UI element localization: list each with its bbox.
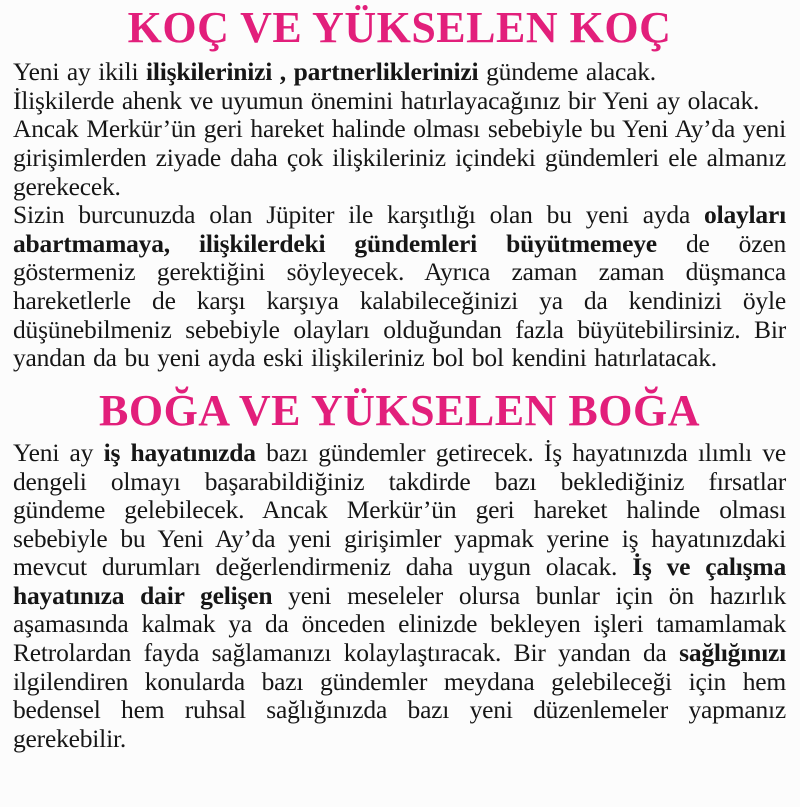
paragraph-koc-4 bbox=[13, 201, 786, 373]
paragraph-koc-3 bbox=[13, 115, 786, 201]
text-run: yeni meseleler olursa bunlar için ön hazırlık aşamasında kalmak ya da önceden elinizde bekleyen işleri tamamlamak Retrolardan fayda sağlamanızı kolaylaştıracak. Bir yandan da bbox=[13, 580, 787, 668]
paragraph-koc-2 bbox=[13, 87, 786, 116]
bold-text-run: iş hayatınızda bbox=[103, 437, 256, 467]
text-run: gündeme alacak. bbox=[478, 57, 656, 87]
text-run: de özen göstermeniz gerektiğini söyleyecek. Ayrıca zaman zaman düşmanca hareketlerle de karşı karşıya kalabileceğinizi ya da kendinizi öyle düşünebilmeniz sebebiyle olayları olduğundan fazla büyütebilirsiniz. Bir yandan da bu yeni ayda eski ilişkileriniz bol bol kendini hatırlatacak. bbox=[13, 228, 787, 373]
text-run: ilgilendiren konularda bazı gündemler meydana gelebileceği için hem bedensel hem ruhsal sağlığınızda bazı yeni düzenlemeler yapmanız gerekebilir. bbox=[13, 666, 786, 753]
text-run: Ancak Merkür’ün geri hareket halinde olması sebebiyle bu Yeni Ay’da yeni girişimlerden ziyade daha çok ilişkileriniz içindeki gündemleri ele almanız gerekecek. bbox=[13, 114, 786, 201]
bold-text-run: İş ve çalışma hayatınıza dair gelişen bbox=[13, 552, 786, 610]
section-heading-boga: BOĞA VE YÜKSELEN BOĞA bbox=[99, 385, 700, 435]
section-heading-koc: KOÇ VE YÜKSELEN KOÇ bbox=[127, 3, 672, 52]
text-run: Yeni ay ikili bbox=[13, 57, 146, 87]
text-run: İlişkilerde ahenk ve uyumun önemini hatırlayacağınız bir Yeni ay olacak. bbox=[13, 85, 760, 115]
text-run: bazı gündemler getirecek. İş hayatınızda ılımlı ve dengeli olmayı başarabildiğiniz takdirde bazı beklediğiniz fırsatlar gündeme gelebilecek. Ancak Merkür’ün geri hareket halinde olması sebebiyle bu Yeni Ay’da yeni girişimler yapmak yerine iş hayatınızdaki mevcut durumları değerlendirmeniz daha uygun olacak. bbox=[13, 437, 787, 582]
bold-text-run: sağlığınızı bbox=[679, 638, 786, 668]
bold-text-run: ilişkilerinizi , partnerliklerinizi bbox=[146, 57, 479, 87]
paragraph-boga-1 bbox=[13, 439, 786, 754]
paragraph-koc-1 bbox=[13, 58, 786, 87]
bold-text-run: olayları abartmamaya, ilişkilerdeki gündemleri büyütmemeye bbox=[13, 200, 786, 258]
text-run: Yeni ay bbox=[13, 437, 104, 467]
text-run: Sizin burcunuzda olan Jüpiter ile karşıtlığı olan bu yeni ayda bbox=[13, 200, 705, 230]
